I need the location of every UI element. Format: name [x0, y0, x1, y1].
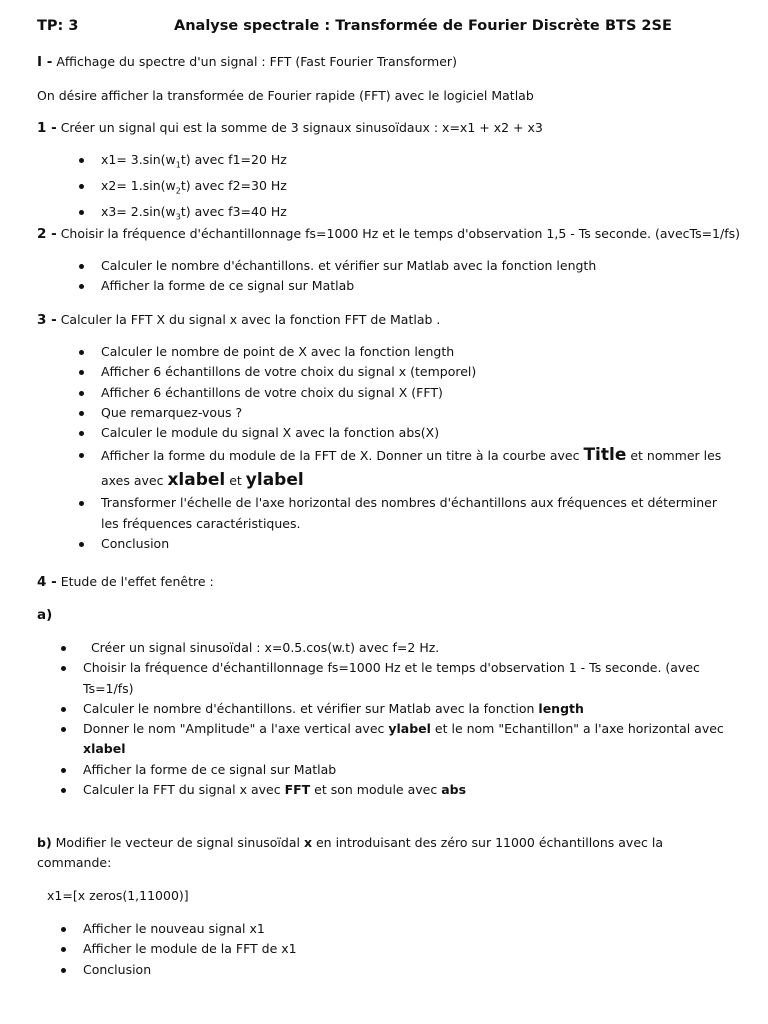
- bullet-icon: [79, 542, 84, 547]
- bullet-icon: [79, 391, 84, 396]
- list-item: Afficher le module de la FFT de x1: [83, 939, 733, 959]
- question-2: [37, 226, 740, 242]
- question-text: Choisir la fréquence d'échantillonnage fs=1000 Hz et le temps d'observation 1,5 - Ts seconde. (avecTs=1/fs): [60, 226, 741, 241]
- question-4: [37, 574, 214, 590]
- list-item: Afficher le nouveau signal x1: [83, 919, 733, 939]
- list-item: Calculer le nombre de point de X avec la fonction length: [101, 342, 741, 362]
- keyword-title: Title: [583, 445, 627, 466]
- question-number: 4 -: [37, 574, 57, 590]
- list-item: Afficher la forme de ce signal sur Matlab: [101, 276, 741, 296]
- list-item: Afficher 6 échantillons de votre choix du signal X (FFT): [101, 383, 741, 403]
- list-item: Calculer le nombre d'échantillons. et vérifier sur Matlab avec la fonction length: [83, 699, 733, 719]
- list-item: Calculer le module du signal X avec la fonction abs(X): [101, 423, 741, 443]
- question-number: 1 -: [37, 120, 57, 136]
- list-item: Calculer le nombre d'échantillons. et vérifier sur Matlab avec la fonction length: [101, 256, 741, 276]
- part-b-label: b): [37, 835, 52, 850]
- list-item: Conclusion: [101, 534, 741, 554]
- question-3-list: [101, 342, 741, 554]
- question-number: 3 -: [37, 312, 57, 328]
- list-item: Créer un signal sinusoïdal : x=0.5.cos(w.t) avec f=2 Hz.: [83, 638, 733, 658]
- document-title: Analyse spectrale : Transformée de Fourier Discrète: [174, 18, 600, 34]
- list-item: Transformer l'échelle de l'axe horizontal des nombres d'échantillons aux fréquences et déterminer: [101, 493, 741, 513]
- class-label: BTS 2SE: [605, 18, 672, 34]
- part-a-label: a): [37, 607, 53, 623]
- question-1: [37, 120, 543, 136]
- list-item-continuation: Ts=1/fs): [83, 680, 134, 696]
- bullet-icon: [79, 184, 84, 189]
- bullet-icon: [61, 968, 66, 973]
- section-title: Affichage du spectre d'un signal : FFT (Fast Fourier Transformer): [56, 54, 457, 69]
- question-2-list: [101, 256, 741, 297]
- matlab-command: x1=[x zeros(1,11000)]: [47, 888, 189, 903]
- list-item-continuation: les fréquences caractéristiques.: [101, 515, 301, 531]
- keyword-abs: abs: [441, 782, 467, 798]
- bullet-icon: [79, 284, 84, 289]
- list-item: Que remarquez-vous ?: [101, 403, 741, 423]
- part-b-paragraph-continuation: commande:: [37, 855, 112, 870]
- keyword-ylabel: ylabel: [388, 721, 431, 737]
- list-item-continuation: axes avec xlabel et ylabel: [101, 470, 304, 491]
- bullet-icon: [79, 370, 84, 375]
- part-a-list: [83, 638, 733, 800]
- list-item: $x1= 3.\sin(w_1t)$ avec f1=20 Hz: [101, 150, 741, 176]
- question-text: Etude de l'effet fenêtre :: [60, 574, 214, 589]
- bullet-icon: [61, 927, 66, 932]
- bullet-icon: [61, 666, 66, 671]
- part-b-paragraph: b) Modifier le vecteur de signal sinusoïdal x en introduisant des zéro sur 11000 échantillons avec la: [37, 835, 663, 850]
- keyword-xlabel: xlabel: [167, 470, 226, 491]
- list-item: $x3= 2.\sin(w_3t)$ avec f3=40 Hz: [101, 202, 741, 228]
- question-text: Calculer la FFT X du signal x avec la fonction FFT de Matlab .: [60, 312, 441, 327]
- list-item: Calculer la FFT du signal x avec FFT et son module avec abs: [83, 780, 733, 800]
- bullet-icon: [61, 646, 66, 651]
- part-b-list: [83, 919, 733, 980]
- keyword-ylabel: ylabel: [245, 470, 304, 491]
- list-item-continuation: [83, 739, 733, 759]
- list-item: Afficher la forme de ce signal sur Matlab: [83, 760, 733, 780]
- bullet-icon: [79, 501, 84, 506]
- list-item: $x2= 1.\sin(w_2t)$ avec f2=30 Hz: [101, 176, 741, 202]
- bullet-icon: [61, 727, 66, 732]
- section-1-heading: [37, 54, 457, 70]
- list-item: Afficher 6 échantillons de votre choix du signal x (temporel): [101, 362, 741, 382]
- bullet-icon: [79, 210, 84, 215]
- list-item: Conclusion: [83, 960, 733, 980]
- bullet-icon: [61, 768, 66, 773]
- keyword-xlabel: xlabel: [83, 741, 126, 757]
- list-item: Afficher la forme du module de la FFT de X. Donner un titre à la courbe avec Title et nommer les: [101, 443, 741, 468]
- bullet-icon: [61, 707, 66, 712]
- bullet-icon: [61, 788, 66, 793]
- keyword-fft: FFT: [284, 782, 311, 798]
- question-number: 2 -: [37, 226, 57, 242]
- intro-paragraph: On désire afficher la transformée de Fourier rapide (FFT) avec le logiciel Matlab: [37, 88, 534, 103]
- bullet-icon: [79, 453, 84, 458]
- bullet-icon: [79, 350, 84, 355]
- bullet-icon: [79, 431, 84, 436]
- bullet-icon: [79, 264, 84, 269]
- keyword-length: length: [538, 700, 584, 716]
- keyword-x: x: [303, 835, 313, 850]
- list-item: Donner le nom "Amplitude" a l'axe vertical avec ylabel et le nom "Echantillon" a l'axe horizontal avec: [83, 719, 733, 739]
- question-1-list: [101, 150, 741, 227]
- bullet-icon: [79, 158, 84, 163]
- question-3: [37, 312, 440, 328]
- list-item: Choisir la fréquence d'échantillonnage fs=1000 Hz et le temps d'observation 1 - Ts seconde. (avec: [83, 658, 733, 678]
- bullet-icon: [61, 947, 66, 952]
- question-text: Créer un signal qui est la somme de 3 signaux sinusoïdaux : x=x1 + x2 + x3: [60, 120, 543, 135]
- bullet-icon: [79, 411, 84, 416]
- tp-number: TP: 3: [37, 18, 79, 34]
- section-number: I -: [37, 54, 53, 70]
- document-header: [37, 18, 737, 38]
